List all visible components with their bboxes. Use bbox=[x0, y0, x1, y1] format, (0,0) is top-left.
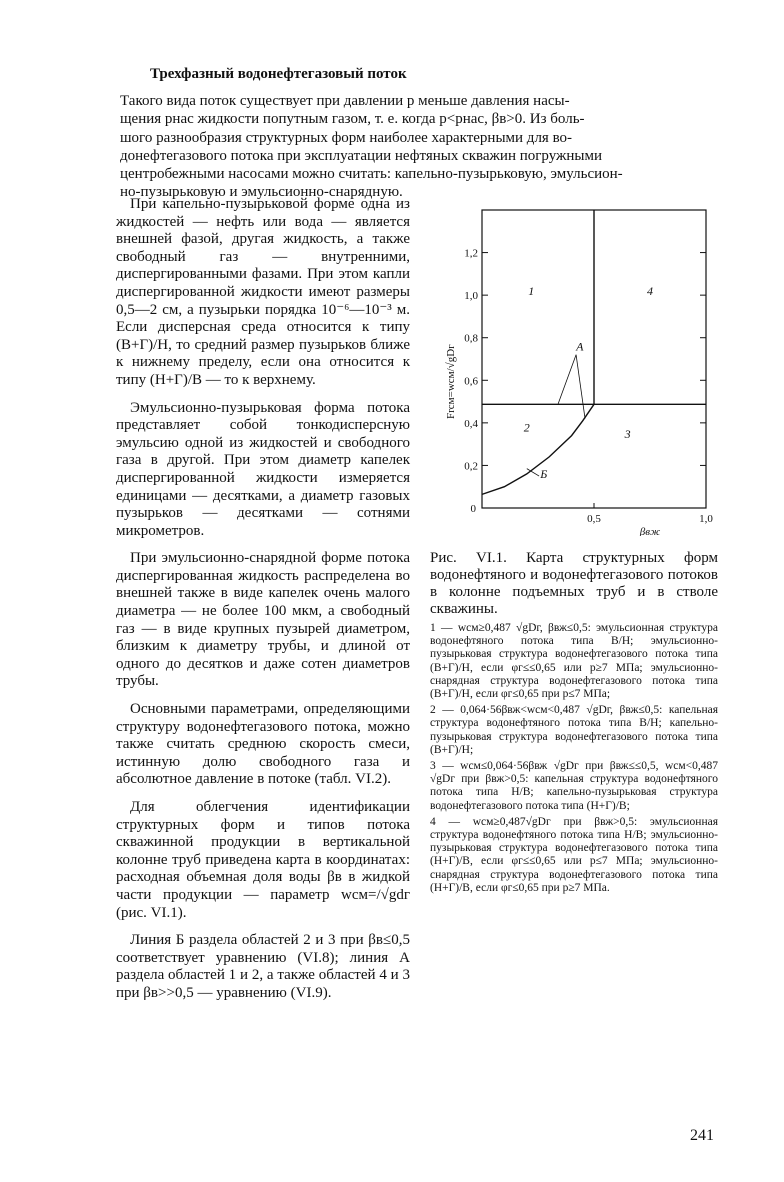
y-tick-label: 0,8 bbox=[464, 332, 478, 345]
figure-caption: Рис. VI.1. Карта структурных форм водонефтяного и водонефтегазового потоков в колонне подъемных труб и в стволе скважины. bbox=[430, 550, 718, 617]
structure-map-chart bbox=[440, 196, 730, 536]
y-tick-label: 0,4 bbox=[464, 417, 478, 430]
x-tick-label: 1,0 bbox=[699, 513, 713, 525]
leader-line bbox=[576, 355, 585, 419]
line-label-B: Б bbox=[540, 467, 548, 482]
series-line-Б bbox=[482, 404, 594, 494]
y-axis-label: Frсм=wсм/√gDг bbox=[445, 344, 457, 419]
paragraph: Для облегчения идентификации структурных форм и типов потока скважинной продукции в вертикальной колонне труб приведена карта в координатах: расходная объемная доля воды βв в жидкой части продукции — параметр wсм=/√gdг (рис. VI.1). bbox=[116, 799, 410, 921]
legend-item: 3 — wсм≤0,064·56βвж √gDг при βвж≤≤0,5, wсм<0,487 √gDг при βвж>0,5: капельная структура водонефтяного потока типа Н/В; капельно-пузырьковая структура водонефтегазового потока типа (Н+Г)/В; bbox=[430, 760, 718, 812]
intro-line: щения pнас жидкости попутным газом, т. е. когда p<pнас, βв>0. Из боль- bbox=[120, 111, 585, 128]
y-tick-label: 0,6 bbox=[464, 375, 478, 388]
intro-line: но-пузырьковую и эмульсионно-снарядную. bbox=[120, 184, 403, 201]
x-axis-label: βвж bbox=[639, 526, 661, 536]
y-tick-label: 0,2 bbox=[464, 460, 478, 473]
right-column bbox=[430, 550, 718, 898]
line-label-A: А bbox=[576, 339, 584, 354]
region-label: 1 bbox=[528, 284, 535, 299]
paragraph: Эмульсионно-пузырьковая форма потока представляет собой тонкодисперсную эмульсию одной из жидкостей и свободного газа в другой. При этом диаметр капелек диспергированной жидкости измеряется единицами — десятками, а диаметр газовых пузырьков — десятками — сотнями микрометров. bbox=[116, 399, 410, 539]
region-label: 3 bbox=[624, 426, 631, 441]
legend-item: 4 — wсм≥0,487√gDг при βвж>0,5: эмульсионная структура водонефтяного потока типа Н/В; эмульсионно-пузырьковая структура водонефтегазового потока типа (Н+Г)/В, если φг≤≤0,65 или p≤7 МПа; эмульсионно-снарядная структура водонефтегазового потока типа (Н+Г)/В, если φг≤0,65 при p≥7 МПа. bbox=[430, 815, 718, 894]
left-column bbox=[116, 196, 410, 1013]
leader-line bbox=[558, 355, 576, 404]
intro-line: шого разнообразия структурных форм наиболее характерными для во- bbox=[120, 129, 573, 146]
region-label: 2 bbox=[523, 420, 530, 435]
region-label: 4 bbox=[647, 284, 653, 299]
intro-paragraph bbox=[110, 92, 714, 202]
paragraph: При эмульсионно-снарядной форме потока диспергированная жидкость распределена во внешней также в виде капелек очень малого диаметра — не более 100 мкм, а свободный газ — в виде крупных пузырей диаметром, близким к диаметру трубы, и длиной от одного до десятков и даже сотен диаметров трубы. bbox=[116, 550, 410, 690]
y-tick-label: 1,2 bbox=[464, 247, 478, 260]
figure-legend bbox=[430, 622, 718, 895]
paragraph: Линия Б раздела областей 2 и 3 при βв≤0,5 соответствует уравнению (VI.8); линия А раздела областей 1 и 2, а также областей 4 и 3 при βв>>0,5 — уравнению (VI.9). bbox=[116, 932, 410, 1001]
paragraph: Основными параметрами, определяющими структуру водонефтегазового потока, можно также считать среднюю скорость смеси, истинную долю свободного газа и абсолютное давление в потоке (табл. VI.2). bbox=[116, 701, 410, 788]
structure-map-figure bbox=[440, 196, 730, 536]
legend-item: 2 — 0,064·56βвж<wсм<0,487 √gDг, βвж≤0,5: капельная структура водонефтяного потока типа В/Н; капельно-пузырьковая структура водонефтегазового потока типа (В+Г)/Н; bbox=[430, 704, 718, 756]
page-number: 241 bbox=[690, 1127, 714, 1144]
y-tick-label: 1,0 bbox=[464, 290, 478, 303]
intro-line: донефтегазового потока при эксплуатации нефтяных скважин погружными bbox=[120, 147, 602, 164]
intro-line: Такого вида поток существует при давлении p меньше давления насы- bbox=[120, 93, 570, 109]
origin-label: 0 bbox=[470, 503, 476, 515]
legend-item: 1 — wсм≥0,487 √gDг, βвж≤0,5: эмульсионная структура водонефтяного потока типа В/Н; эмульсионно-пузырьковая структура водонефтегазового потока типа (В+Г)/Н, если φг≤≤0,65 или p≥7 МПа; эмульсионно-снарядная структура водонефтегазового потока типа (В+Г)/Н, если φг≤0,65 при p≤7 МПа; bbox=[430, 622, 718, 701]
paragraph: При капельно-пузырьковой форме одна из жидкостей — нефть или вода — является внешней фазой, другая жидкость, а также свободный газ — внутренними, диспергированными фазами. При этом капли диспергированной жидкости имеют размеры 0,5—2 см, а пузырьки порядка 10⁻⁶—10⁻³ м. Если дисперсная среда относится к типу (В+Г)/Н, то средний размер пузырьков ближе к нижнему пределу, если она относится к типу (Н+Г)/В — то к верхнему. bbox=[116, 196, 410, 388]
x-tick-label: 0,5 bbox=[587, 513, 601, 525]
intro-line: центробежными насосами можно считать: капельно-пузырьковую, эмульсион- bbox=[120, 166, 623, 183]
section-heading: Трехфазный водонефтегазовый поток bbox=[150, 66, 407, 82]
